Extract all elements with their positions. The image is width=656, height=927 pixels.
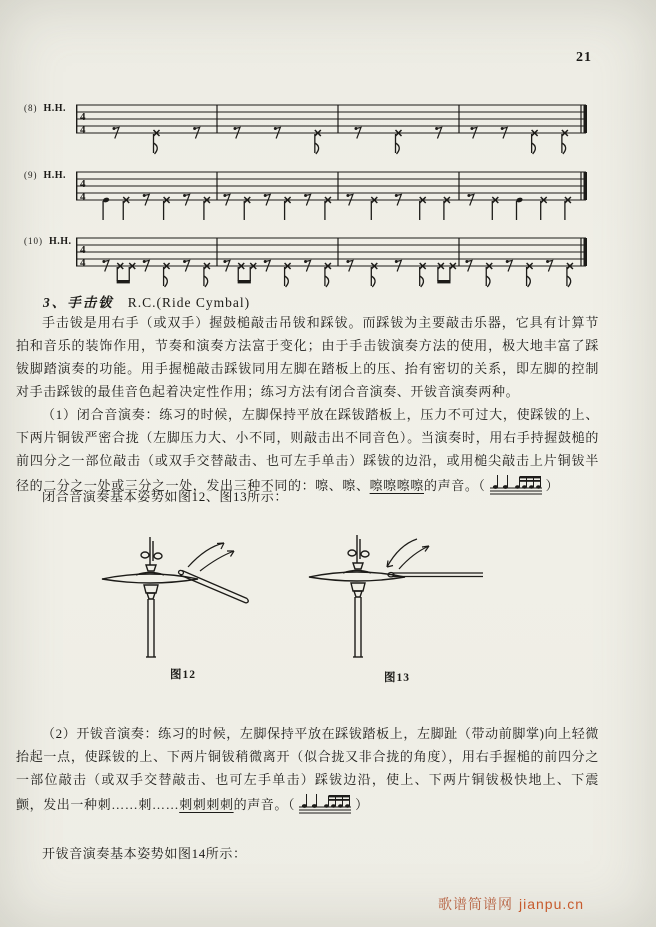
staff-label [24,170,78,181]
figure-13-hihat-illustration [295,533,485,670]
staff-instrument: H.H. [49,236,72,247]
music-staff [76,95,594,166]
svg-text:4: 4 [80,257,86,269]
open-text: （2）开钹音演奏：练习的时候，左脚保持平放在踩钹踏板上，左脚趾（带动前脚掌)向上轻微抬起一点，使踩钹的上、下两片铜钹稍微离开（似合拢又非合拢的角度），用右手握槌的前四分之一部位敲击（或双手交替敲击、也可左手单击）踩钹边沿，使上、下两片铜钹极快地上、下震颤，发出一种刺……刺…… [16,726,599,812]
closed-text-after: 的声音。（ [424,478,486,493]
music-staff [76,228,594,299]
watermark [438,894,584,914]
paragraph-closed-sound [16,403,599,497]
figure-12-hihat-illustration [88,535,258,670]
open-text-after: 的声音。（ [233,797,296,812]
svg-text:4: 4 [80,191,86,203]
section-heading [16,291,601,311]
paragraph-intro: 手击钹是用右手（或双手）握鼓槌敲击吊钹和踩钹。而踩钹为主要敲击乐器，它具有计算节拍和音乐的装饰作用，节奏和演奏方法富于变化；由于手击钹演奏方法的使用，极大地丰富了踩钹脚踏演奏的功能。用手握槌敲击踩钹同用左脚在踏板上的压、抬有密切的关系，即左脚的控制对手击踩钹的最佳音色起着决定性作用；练习方法有闭合音演奏、开钹音演奏两种。 [16,315,599,399]
heading-latin: R.C.(Ride Cymbal) [127,295,251,310]
svg-text:4: 4 [80,244,86,256]
staff-system-8 [0,95,656,165]
closed-text-close: ） [545,478,560,493]
open-text-close: ） [355,797,369,812]
heading-title: 手击钹 [67,295,114,310]
staff-number: (10) [24,236,43,246]
staff-label [24,103,78,114]
paragraph-open-sound [16,722,599,816]
page-number: 21 [576,50,592,65]
staff-system-9 [0,162,656,232]
figure-12-caption: 图12 [170,669,196,681]
watermark-url: jianpu.cn [519,896,585,912]
rhythm-notation-icon [297,791,353,815]
music-staff [76,162,594,233]
svg-text:4: 4 [80,124,86,136]
svg-text:4: 4 [80,178,86,190]
staff-instrument: H.H. [43,103,67,114]
heading-number: 3、 [43,295,68,310]
staff-instrument: H.H. [43,170,67,181]
staff-number: (9) [24,170,38,180]
closed-onomatopoeia: 嚓嚓嚓嚓 [369,478,425,493]
staff-system-10 [0,228,656,298]
open-onomatopoeia: 刺刺刺刺 [179,797,234,812]
caption-open-posture: 开钹音演奏基本姿势如图14所示： [42,846,247,861]
figure-13-caption: 图13 [384,672,410,684]
watermark-site-name: 歌谱简谱网 [438,896,513,912]
staff-label [24,236,78,247]
staff-number: (8) [24,103,38,113]
caption-closed-posture: 闭合音演奏基本姿势如图12、图13所示： [42,489,289,504]
svg-text:4: 4 [80,111,86,123]
closed-text: （1）闭合音演奏：练习的时候，左脚保持平放在踩钹踏板上，压力不可过大，使踩钹的上、下两片铜钹严密合拢（左脚压力大、小不同，则敲击出不同音色）。当演奏时，用右手持握鼓槌的前四分之一部位敲击（或双手交替敲击、也可左手单击）踩钹的边沿，或用槌尖敲击上片铜钹半径的二分之一处或三分之一处，发出三种不同的：嚓、嚓、 [16,407,599,493]
